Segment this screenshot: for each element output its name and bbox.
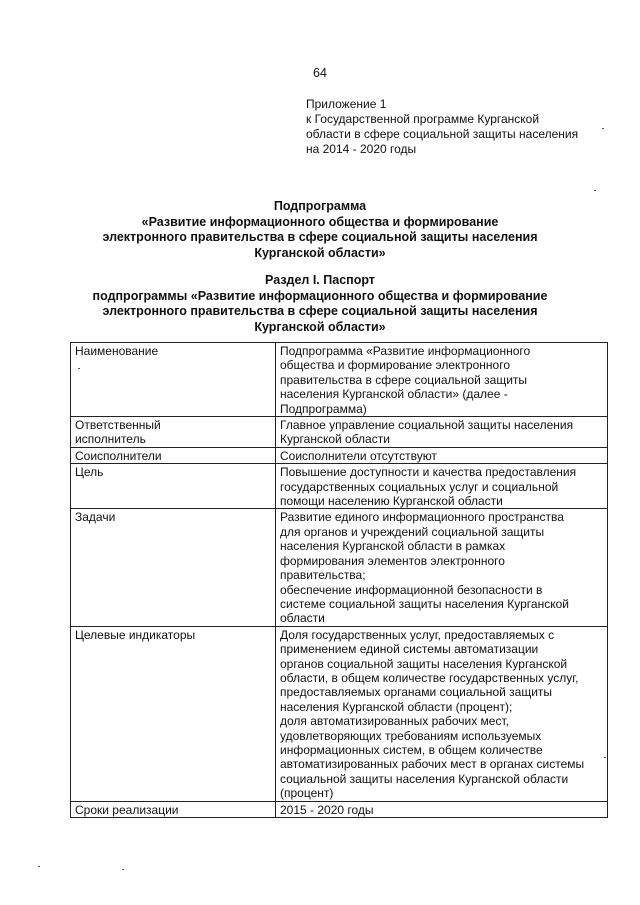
row-value-line: удовлетворяющих требованиям используемых xyxy=(280,728,542,743)
row-label-cell xyxy=(71,464,276,509)
row-value-line: правительства; xyxy=(280,568,366,583)
heading-line: Курганской области» xyxy=(254,319,386,334)
row-label-line: Цель xyxy=(75,465,104,480)
row-value-line: Развитие единого информационного пространства xyxy=(280,510,564,525)
heading-line: Курганской области» xyxy=(254,245,386,260)
row-label-line: Соисполнители xyxy=(75,448,162,463)
scan-speck xyxy=(122,869,124,870)
row-value-cell xyxy=(276,447,608,463)
row-label-line: Ответственный xyxy=(75,418,161,433)
row-value-line: Соисполнители отсутствуют xyxy=(280,448,437,463)
row-value-cell xyxy=(276,801,608,817)
row-value-line: области, в общем количестве государственных услуг, xyxy=(280,670,579,685)
row-label-line: Сроки реализации xyxy=(75,802,179,817)
subprogram-heading xyxy=(60,199,580,261)
scan-speck xyxy=(604,757,606,758)
scan-speck xyxy=(38,866,40,867)
table-row xyxy=(71,626,608,801)
table-row xyxy=(71,509,608,626)
row-value-line: населения Курганской области (процент); xyxy=(280,699,513,714)
row-value-cell xyxy=(276,509,608,626)
heading-line: Раздел I. Паспорт xyxy=(265,273,375,287)
heading-line: Подпрограмма xyxy=(273,199,367,213)
row-value-line: автоматизированных рабочих мест в органах системы xyxy=(280,757,585,772)
row-value-line: Главное управление социальной защиты населения xyxy=(280,418,574,433)
row-value-cell xyxy=(276,417,608,448)
heading-line: электронного правительства в сфере социальной защиты населения xyxy=(102,304,538,318)
row-value-line: доля автоматизированных рабочих мест, xyxy=(280,714,509,729)
heading-line: электронного правительства в сфере социальной защиты населения xyxy=(102,230,538,244)
row-label-cell xyxy=(71,509,276,626)
row-value-line: предоставляемых органами социальной защиты xyxy=(280,685,553,700)
row-value-line: Доля государственных услуг, предоставляемых с xyxy=(280,627,555,642)
heading-line: подпрограммы «Развитие информационного общества и формирование xyxy=(92,288,548,303)
row-value-line: населения Курганской области в рамках xyxy=(280,539,506,554)
row-value-line: применением единой системы автоматизации xyxy=(280,642,539,657)
table-row xyxy=(71,801,608,817)
passport-table-body xyxy=(71,343,608,818)
table-row xyxy=(71,464,608,509)
row-label-line: Наименование xyxy=(75,344,159,358)
row-value-line: формирования элементов электронного xyxy=(280,553,505,568)
table-row xyxy=(71,447,608,463)
row-value-line: населения Курганской области» (далее - xyxy=(280,387,508,402)
scan-speck xyxy=(594,190,596,191)
row-value-line: государственных социальных услуг и социальной xyxy=(280,479,559,494)
row-label-cell xyxy=(71,801,276,817)
row-value-cell xyxy=(276,464,608,509)
row-value-line: Подпрограмма) xyxy=(280,401,367,416)
row-value-line: общества и формирование электронного xyxy=(280,358,510,373)
row-label-cell xyxy=(71,417,276,448)
scan-speck xyxy=(602,128,604,129)
row-label-cell xyxy=(71,626,276,801)
row-value-line: органов социальной защиты населения Курганской xyxy=(280,656,568,671)
row-value-line: (процент) xyxy=(280,786,334,801)
row-value-line: области xyxy=(280,611,325,626)
row-value-line: информационных систем, в общем количестве xyxy=(280,742,543,757)
appendix-line: Приложение 1 xyxy=(306,97,387,111)
row-value-line: Подпрограмма «Развитие информационного xyxy=(280,344,531,358)
table-row xyxy=(71,343,608,417)
row-value-line: 2015 - 2020 годы xyxy=(280,802,374,817)
appendix-note xyxy=(306,97,626,157)
row-label-line: исполнитель xyxy=(75,432,146,447)
row-label-cell xyxy=(71,343,276,417)
row-value-line: обеспечение информационной безопасности в xyxy=(280,582,543,597)
scan-speck xyxy=(78,368,80,369)
table-row xyxy=(71,417,608,448)
appendix-line: области в сфере социальной защиты населения xyxy=(306,127,579,141)
row-value-line: социальной защиты населения Курганской области xyxy=(280,771,569,786)
row-value-cell xyxy=(276,343,608,417)
section-heading xyxy=(60,273,580,335)
row-value-line: системе социальной защиты населения Курганской xyxy=(280,596,569,611)
row-value-line: Повышение доступности и качества предоставления xyxy=(280,465,577,480)
heading-line: «Развитие информационного общества и формирование xyxy=(141,214,499,229)
row-value-line: Курганской области xyxy=(280,432,390,447)
page-number: 64 xyxy=(313,66,327,80)
appendix-line: на 2014 - 2020 годы xyxy=(306,142,417,156)
passport-table xyxy=(70,342,608,818)
row-value-line: правительства в сфере социальной защиты xyxy=(280,372,528,387)
row-label-cell xyxy=(71,447,276,463)
row-label-line: Целевые индикаторы xyxy=(75,627,196,642)
row-value-cell xyxy=(276,626,608,801)
appendix-line: к Государственной программе Курганской xyxy=(306,112,540,126)
row-label-line: Задачи xyxy=(75,510,116,525)
row-value-line: для органов и учреждений социальной защиты xyxy=(280,524,545,539)
row-value-line: помощи населению Курганской области xyxy=(280,494,503,509)
